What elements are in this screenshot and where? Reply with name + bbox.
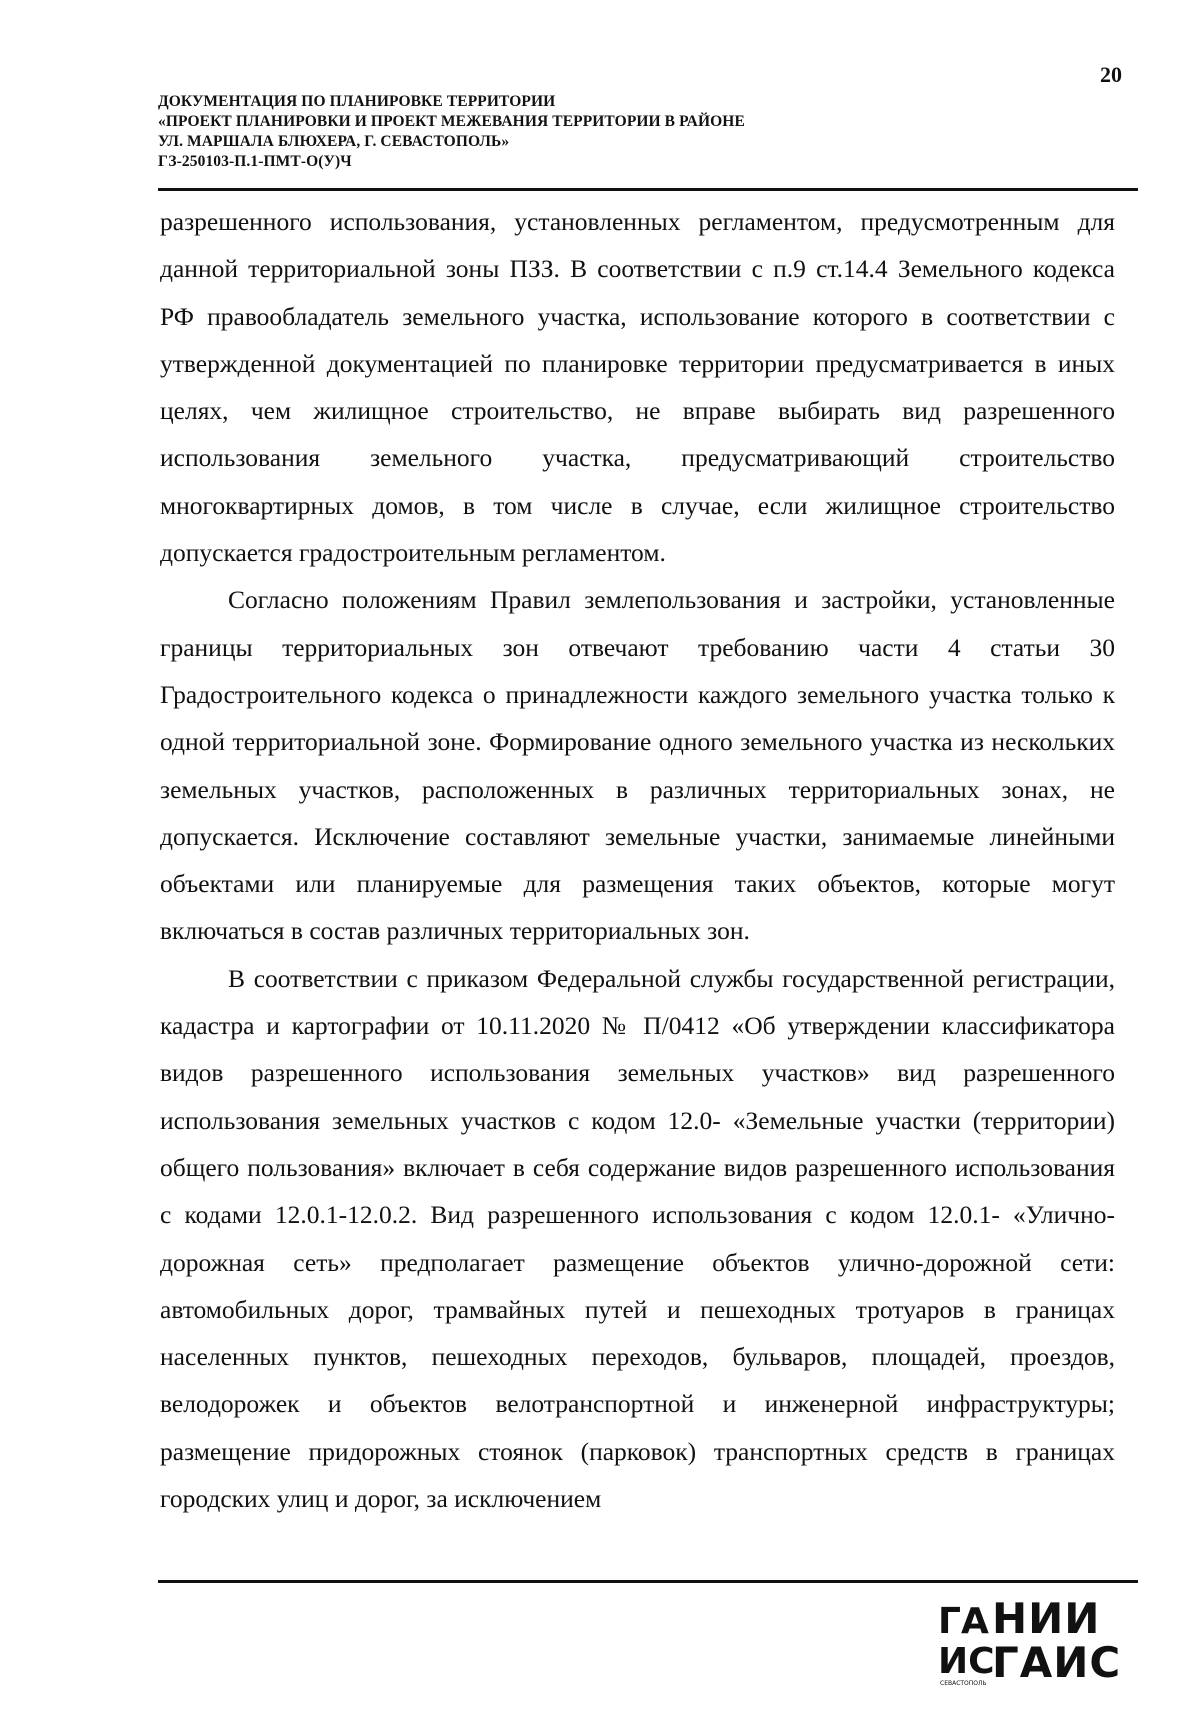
document-header (158, 92, 1058, 172)
logo-text (992, 1594, 1122, 1687)
nii-gais-logo (938, 1594, 1128, 1692)
body-text (160, 198, 1115, 1522)
header-divider (158, 188, 1138, 191)
footer-divider (158, 1580, 1138, 1583)
paragraph-3: В соответствии с приказом Федеральной службы государственной регистрации, кадастра и картографии от 10.11.2020 № П/0412 «Об утверждении классификатора видов разрешенного использования земельных участков» вид разрешенного использования земельных участков с кодом 12.0- «Земельные участки (территории) общего пользования» включает в себя содержание видов разрешенного использования с кодами 12.0.1-12.0.2. Вид разрешенного использования с кодом 12.0.1- «Улично-дорожная сеть» предполагает размещение объектов улично-дорожной сети: автомобильных дорог, трамвайных путей и пешеходных тротуаров в границах населенных пунктов, пешеходных переходов, бульваров, площадей, проездов, велодорожек и объектов велотранспортной и инженерной инфраструктуры; размещение придорожных стоянок (парковок) транспортных средств в границах городских улиц и дорог, за исключением (160, 963, 1115, 1514)
svg-text:ГА: ГА (938, 1601, 989, 1642)
logo-line-1: НИИ (992, 1594, 1101, 1643)
header-line-4: ГЗ-250103-П.1-ПМТ-О(У)Ч (158, 153, 352, 170)
paragraph-2: Согласно положениям Правил землепользования и застройки, установленные границы территориальных зон отвечают требованию части 4 статьи 30 Градостроительного кодекса о принадлежности каждого земельного участка только к одной территориальной зоне. Формирование одного земельного участка из нескольких земельных участков, расположенных в различных территориальных зонах, не допускается. Исключение составляют земельные участки, занимаемые линейными объектами или планируемые для размещения таких объектов, которые могут включаться в состав различных территориальных зон. (160, 585, 1115, 946)
svg-text:СЕВАСТОПОЛЬ: СЕВАСТОПОЛЬ (940, 1680, 987, 1687)
header-line-3: УЛ. МАРШАЛА БЛЮХЕРА, Г. СЕВАСТОПОЛЬ» (158, 133, 510, 150)
header-line-2: «ПРОЕКТ ПЛАНИРОВКИ И ПРОЕКТ МЕЖЕВАНИЯ ТЕРРИТОРИИ В РАЙОНЕ (158, 113, 745, 130)
logo-line-2: ГАИС (992, 1638, 1122, 1687)
paragraph-1: разрешенного использования, установленных регламентом, предусмотренным для данной территориальной зоны ПЗЗ. В соответствии с п.9 ст.14.4 Земельного кодекса РФ правообладатель земельного участка, использование которого в соответствии с утвержденной документацией по планировке территории предусматривается в иных целях, чем жилищное строительство, не вправе выбирать вид разрешенного использования земельного участка, предусматривающий строительство многоквартирных домов, в том числе в случае, если жилищное строительство допускается градостроительным регламентом. (160, 207, 1115, 568)
svg-text:ИС: ИС (938, 1641, 995, 1682)
page-number: 20 (1100, 62, 1122, 87)
gais-mark-icon (938, 1597, 995, 1687)
header-line-1: ДОКУМЕНТАЦИЯ ПО ПЛАНИРОВКЕ ТЕРРИТОРИИ (158, 93, 556, 110)
